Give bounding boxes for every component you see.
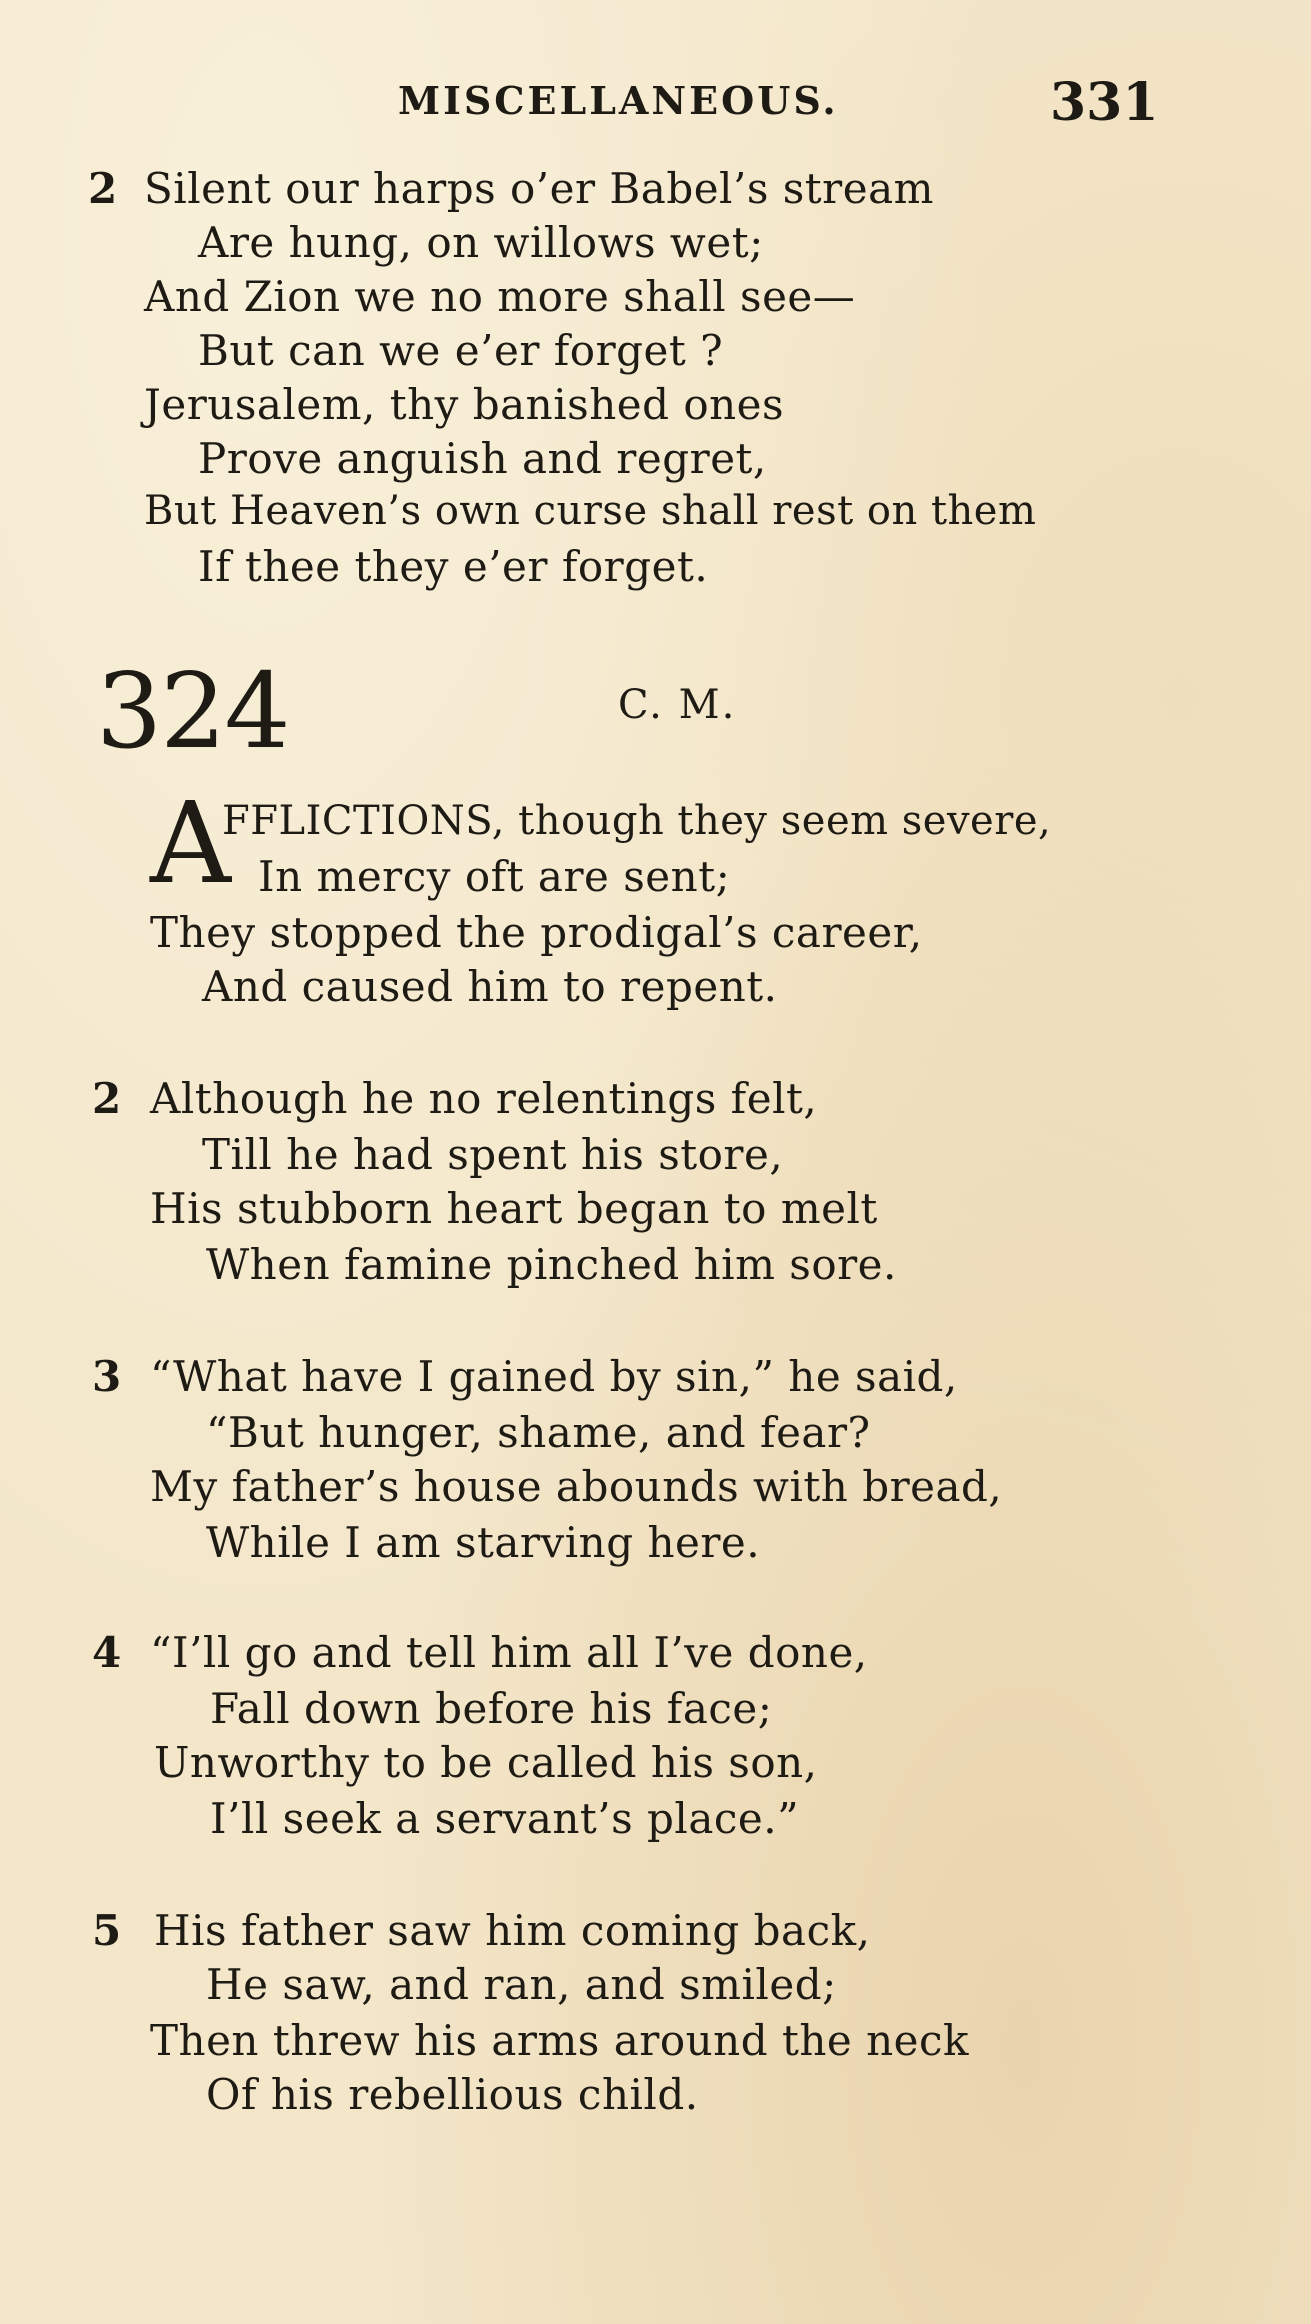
verse-line: He saw, and ran, and smiled; bbox=[206, 1960, 837, 2009]
verse-line: When famine pinched him sore. bbox=[206, 1240, 897, 1289]
running-head: MISCELLANEOUS. bbox=[398, 78, 839, 123]
verse-line: Unworthy to be called his son, bbox=[154, 1738, 818, 1787]
verse-number: 4 bbox=[92, 1628, 122, 1677]
verse-line: They stopped the prodigal’s career, bbox=[150, 908, 923, 957]
verse-line: “I’ll go and tell him all I’ve done, bbox=[150, 1628, 868, 1677]
verse-line: But can we e’er forget ? bbox=[198, 326, 724, 375]
verse-line: My father’s house abounds with bread, bbox=[150, 1462, 1003, 1511]
verse-line: If thee they e’er forget. bbox=[198, 542, 709, 591]
verse-line: His father saw him coming back, bbox=[154, 1906, 871, 1955]
verse-line: Of his rebellious child. bbox=[206, 2070, 699, 2119]
verse-line: Although he no relentings felt, bbox=[150, 1074, 818, 1123]
verse-line: Silent our harps o’er Babel’s stream bbox=[144, 164, 934, 213]
hymn-meter: C. M. bbox=[618, 682, 737, 728]
verse-line: And Zion we no more shall see— bbox=[144, 272, 856, 321]
drop-cap: A bbox=[150, 779, 231, 909]
verse-line: Are hung, on willows wet; bbox=[198, 218, 764, 267]
verse-line: Till he had spent his store, bbox=[202, 1130, 784, 1179]
verse-number: 2 bbox=[88, 164, 118, 213]
verse-line: Jerusalem, thy banished ones bbox=[144, 380, 785, 429]
verse-line: Prove anguish and regret, bbox=[198, 434, 767, 483]
verse-line: While I am starving here. bbox=[206, 1518, 761, 1567]
verse-line: “What have I gained by sin,” he said, bbox=[150, 1352, 958, 1401]
hymn-number: 324 bbox=[96, 650, 289, 772]
verse-line: But Heaven’s own curse shall rest on them bbox=[144, 488, 1037, 534]
verse-line: Then threw his arms around the neck bbox=[150, 2016, 969, 2065]
verse-line: I’ll seek a servant’s place.” bbox=[210, 1794, 800, 1843]
verse-number: 3 bbox=[92, 1352, 122, 1401]
verse-line: In mercy oft are sent; bbox=[258, 852, 731, 901]
verse-line: And caused him to repent. bbox=[202, 962, 778, 1011]
verse-line: Fall down before his face; bbox=[210, 1684, 773, 1733]
page-number: 331 bbox=[1050, 72, 1159, 133]
verse-number: 2 bbox=[92, 1074, 122, 1123]
verse-line: His stubborn heart began to melt bbox=[150, 1184, 878, 1233]
verse-line: “But hunger, shame, and fear? bbox=[206, 1408, 871, 1457]
page-header bbox=[0, 72, 1311, 132]
verse-line: FFLICTIONS, though they seem severe, bbox=[222, 798, 1052, 844]
verse-number: 5 bbox=[92, 1906, 122, 1955]
